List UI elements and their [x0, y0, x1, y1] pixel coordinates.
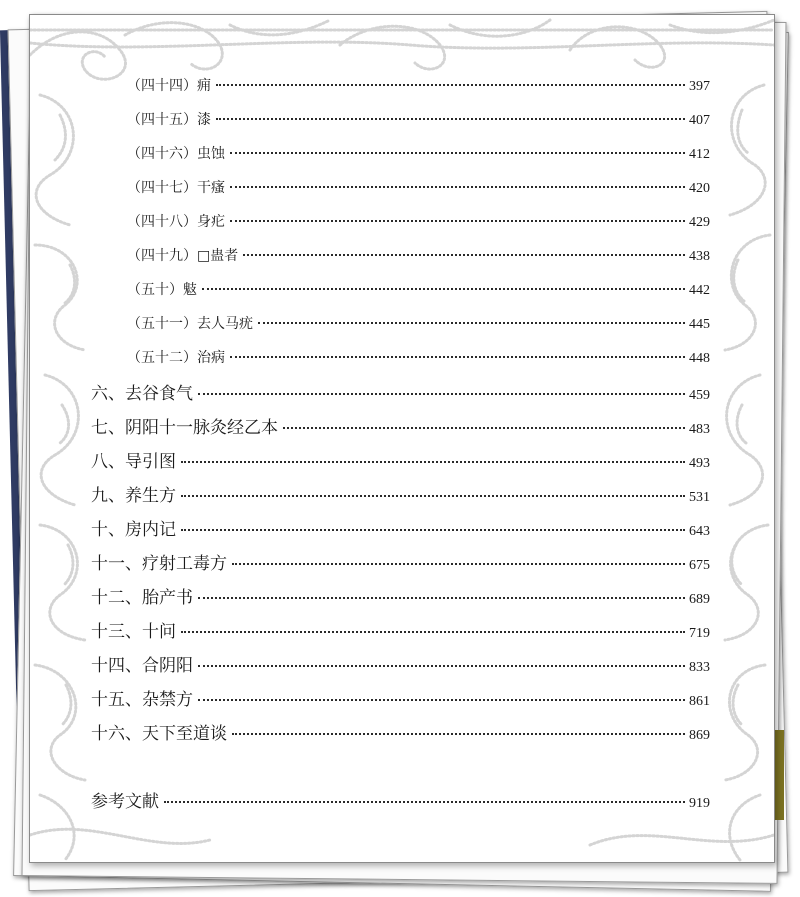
dot-leader — [232, 561, 685, 565]
toc-chapter-page: 675 — [689, 558, 710, 573]
toc-chapter-page: 531 — [689, 490, 710, 505]
toc-chapter-title: 六、去谷食气 — [91, 384, 193, 404]
dot-leader — [230, 218, 685, 222]
toc-chapter-page: 643 — [689, 524, 710, 539]
toc-chapter-7[interactable] — [91, 413, 710, 438]
toc-chapter-title: 十五、杂禁方 — [91, 690, 193, 710]
toc-chapter-10[interactable] — [91, 515, 710, 540]
dot-leader — [198, 663, 685, 667]
toc-chapter-page: 869 — [689, 728, 710, 743]
dot-leader — [181, 459, 685, 463]
toc-references[interactable] — [91, 787, 710, 812]
toc-entry-title: （四十八）身疕 — [127, 214, 225, 230]
toc-entry-51[interactable] — [127, 313, 710, 333]
toc-chapter-title: 十四、合阴阳 — [91, 656, 193, 676]
dot-leader — [230, 184, 685, 188]
toc-chapter-title: 十三、十问 — [91, 622, 176, 642]
toc-chapter-page: 459 — [689, 388, 710, 403]
toc-chapter-6[interactable] — [91, 379, 710, 404]
dot-leader — [243, 252, 685, 256]
toc-chapter-11[interactable] — [91, 549, 710, 574]
toc-entry-47[interactable] — [127, 177, 710, 197]
toc-entry-page: 420 — [689, 181, 710, 196]
toc-entry-title: （五十）鬾 — [127, 282, 197, 298]
table-of-contents — [30, 15, 774, 862]
toc-chapter-page: 493 — [689, 456, 710, 471]
dot-leader — [283, 425, 685, 429]
toc-entry-title: （五十二）治病 — [127, 350, 225, 366]
toc-entry-page: 407 — [689, 113, 710, 128]
dot-leader — [232, 731, 685, 735]
dot-leader — [202, 286, 685, 290]
toc-entry-page: 442 — [689, 283, 710, 298]
toc-chapter-page: 689 — [689, 592, 710, 607]
toc-entry-title: （四十四）痈 — [127, 78, 211, 94]
toc-chapter-title: 九、养生方 — [91, 486, 176, 506]
toc-entry-page: 412 — [689, 147, 710, 162]
toc-entry-page: 445 — [689, 317, 710, 332]
toc-entry-title: （四十六）虫蚀 — [127, 146, 225, 162]
toc-entry-page: 397 — [689, 79, 710, 94]
dot-leader — [216, 82, 685, 86]
toc-chapter-14[interactable] — [91, 651, 710, 676]
toc-entry-48[interactable] — [127, 211, 710, 231]
toc-chapter-page: 719 — [689, 626, 710, 641]
toc-entry-46[interactable] — [127, 143, 710, 163]
toc-references-title: 参考文献 — [91, 792, 159, 812]
dot-leader — [198, 391, 685, 395]
toc-entry-page: 438 — [689, 249, 710, 264]
toc-chapter-15[interactable] — [91, 685, 710, 710]
toc-entry-52[interactable] — [127, 347, 710, 367]
dot-leader — [216, 116, 685, 120]
dot-leader — [181, 629, 685, 633]
dot-leader — [198, 595, 685, 599]
toc-chapter-13[interactable] — [91, 617, 710, 642]
toc-chapter-title: 十六、天下至道谈 — [91, 724, 227, 744]
toc-entry-50[interactable] — [127, 279, 710, 299]
dot-leader — [230, 150, 685, 154]
toc-chapter-page: 483 — [689, 422, 710, 437]
toc-chapter-title: 十、房内记 — [91, 520, 176, 540]
toc-entry-page: 429 — [689, 215, 710, 230]
toc-entry-title: （四十九）□蛊者 — [127, 248, 239, 264]
toc-chapter-title: 十二、胎产书 — [91, 588, 193, 608]
toc-entry-page: 448 — [689, 351, 710, 366]
toc-page — [29, 14, 775, 863]
toc-entry-title: （四十五）漆 — [127, 112, 211, 128]
dot-leader — [230, 354, 685, 358]
toc-chapter-8[interactable] — [91, 447, 710, 472]
toc-chapter-title: 八、导引图 — [91, 452, 176, 472]
toc-chapter-title: 十一、疗射工毒方 — [91, 554, 227, 574]
dot-leader — [181, 527, 685, 531]
toc-entry-44[interactable] — [127, 75, 710, 95]
toc-chapter-16[interactable] — [91, 719, 710, 744]
toc-entry-title: （四十七）干瘙 — [127, 180, 225, 196]
toc-chapter-9[interactable] — [91, 481, 710, 506]
toc-entry-45[interactable] — [127, 109, 710, 129]
toc-entry-49[interactable] — [127, 245, 710, 265]
toc-chapter-page: 861 — [689, 694, 710, 709]
toc-chapter-title: 七、阴阳十一脉灸经乙本 — [91, 418, 278, 438]
toc-references-page: 919 — [689, 796, 710, 811]
toc-chapter-12[interactable] — [91, 583, 710, 608]
dot-leader — [181, 493, 685, 497]
dot-leader — [164, 799, 685, 803]
toc-chapter-page: 833 — [689, 660, 710, 675]
toc-entry-title: （五十一）去人马疣 — [127, 316, 253, 332]
dot-leader — [198, 697, 685, 701]
dot-leader — [258, 320, 685, 324]
